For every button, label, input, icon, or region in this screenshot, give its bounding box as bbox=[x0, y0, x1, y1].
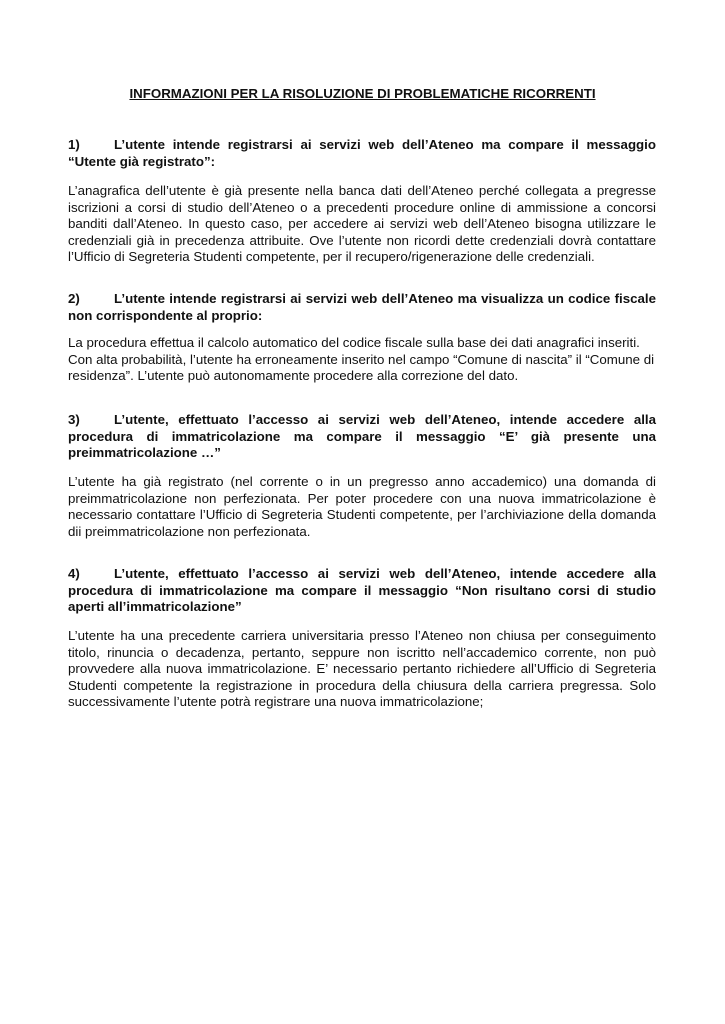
question-4 bbox=[68, 566, 656, 616]
question-1 bbox=[68, 137, 656, 170]
question-2-text: L’utente intende registrarsi ai servizi web dell’Ateneo ma visualizza un codice fiscale non corrispondente al proprio: bbox=[68, 291, 656, 323]
answer-4: L’utente ha una precedente carriera universitaria presso l’Ateneo non chiusa per conseguimento titolo, rinuncia o decadenza, pertanto, seppure non iscritto nell’accademico corrente, non può provvedere alla nuova immatricolazione. E’ necessario pertanto richiedere all’Ufficio di Segreteria Studenti competente la registrazione in procedura della chiusura della carriera pregressa. Solo successivamente l’utente potrà registrare una nuova immatricolazione; bbox=[68, 628, 656, 709]
question-3 bbox=[68, 412, 656, 462]
page-title: INFORMAZIONI PER LA RISOLUZIONE DI PROBLEMATICHE RICORRENTI bbox=[129, 86, 596, 101]
question-1-number: 1) bbox=[68, 137, 80, 152]
answer-1: L’anagrafica dell’utente è già presente nella banca dati dell’Ateneo perché collegata a pregresse iscrizioni a corsi di studio dell’Ateneo o a precedenti procedure online di ammissione a concorsi banditi dall’Ateneo. In questo caso, per accedere ai servizi web dell’Ateneo bisogna utilizzare le credenziali già in precedenza attribuite. Ove l’utente non ricordi dette credenziali dovrà contattare l’Ufficio di Segreteria Studenti competente, per il recupero/rigenerazione delle credenziali. bbox=[68, 183, 656, 264]
question-3-number: 3) bbox=[68, 412, 80, 427]
answer-3: L’utente ha già registrato (nel corrente o in un pregresso anno accademico) una domanda di preimmatricolazione non perfezionata. Per poter procedere con una nuova immatricolazione è necessario contattare l’Ufficio di Segreteria Studenti competente, per l’archiviazione della domanda dii preimmatricolazione non perfezionata. bbox=[68, 474, 656, 539]
question-1-text: L’utente intende registrarsi ai servizi web dell’Ateneo ma compare il messaggio “Utente già registrato”: bbox=[68, 137, 656, 169]
question-2 bbox=[68, 291, 656, 324]
question-4-number: 4) bbox=[68, 566, 80, 581]
question-2-number: 2) bbox=[68, 291, 80, 306]
question-3-text: L’utente, effettuato l’accesso ai servizi web dell’Ateneo, intende accedere alla procedura di immatricolazione ma compare il messaggio “E’ già presente una preimmatricolazione …” bbox=[68, 412, 656, 460]
question-4-text: L’utente, effettuato l’accesso ai servizi web dell’Ateneo, intende accedere alla procedura di immatricolazione ma compare il messaggio “Non risultano corsi di studio aperti all’immatricolazione” bbox=[68, 566, 656, 614]
answer-2: La procedura effettua il calcolo automatico del codice fiscale sulla base dei dati anagrafici inseriti. Con alta probabilità, l’utente ha erroneamente inserito nel campo “Comune di nascita” il “Comune di residenza”. L’utente può autonomamente procedere alla correzione del dato. bbox=[68, 335, 655, 383]
